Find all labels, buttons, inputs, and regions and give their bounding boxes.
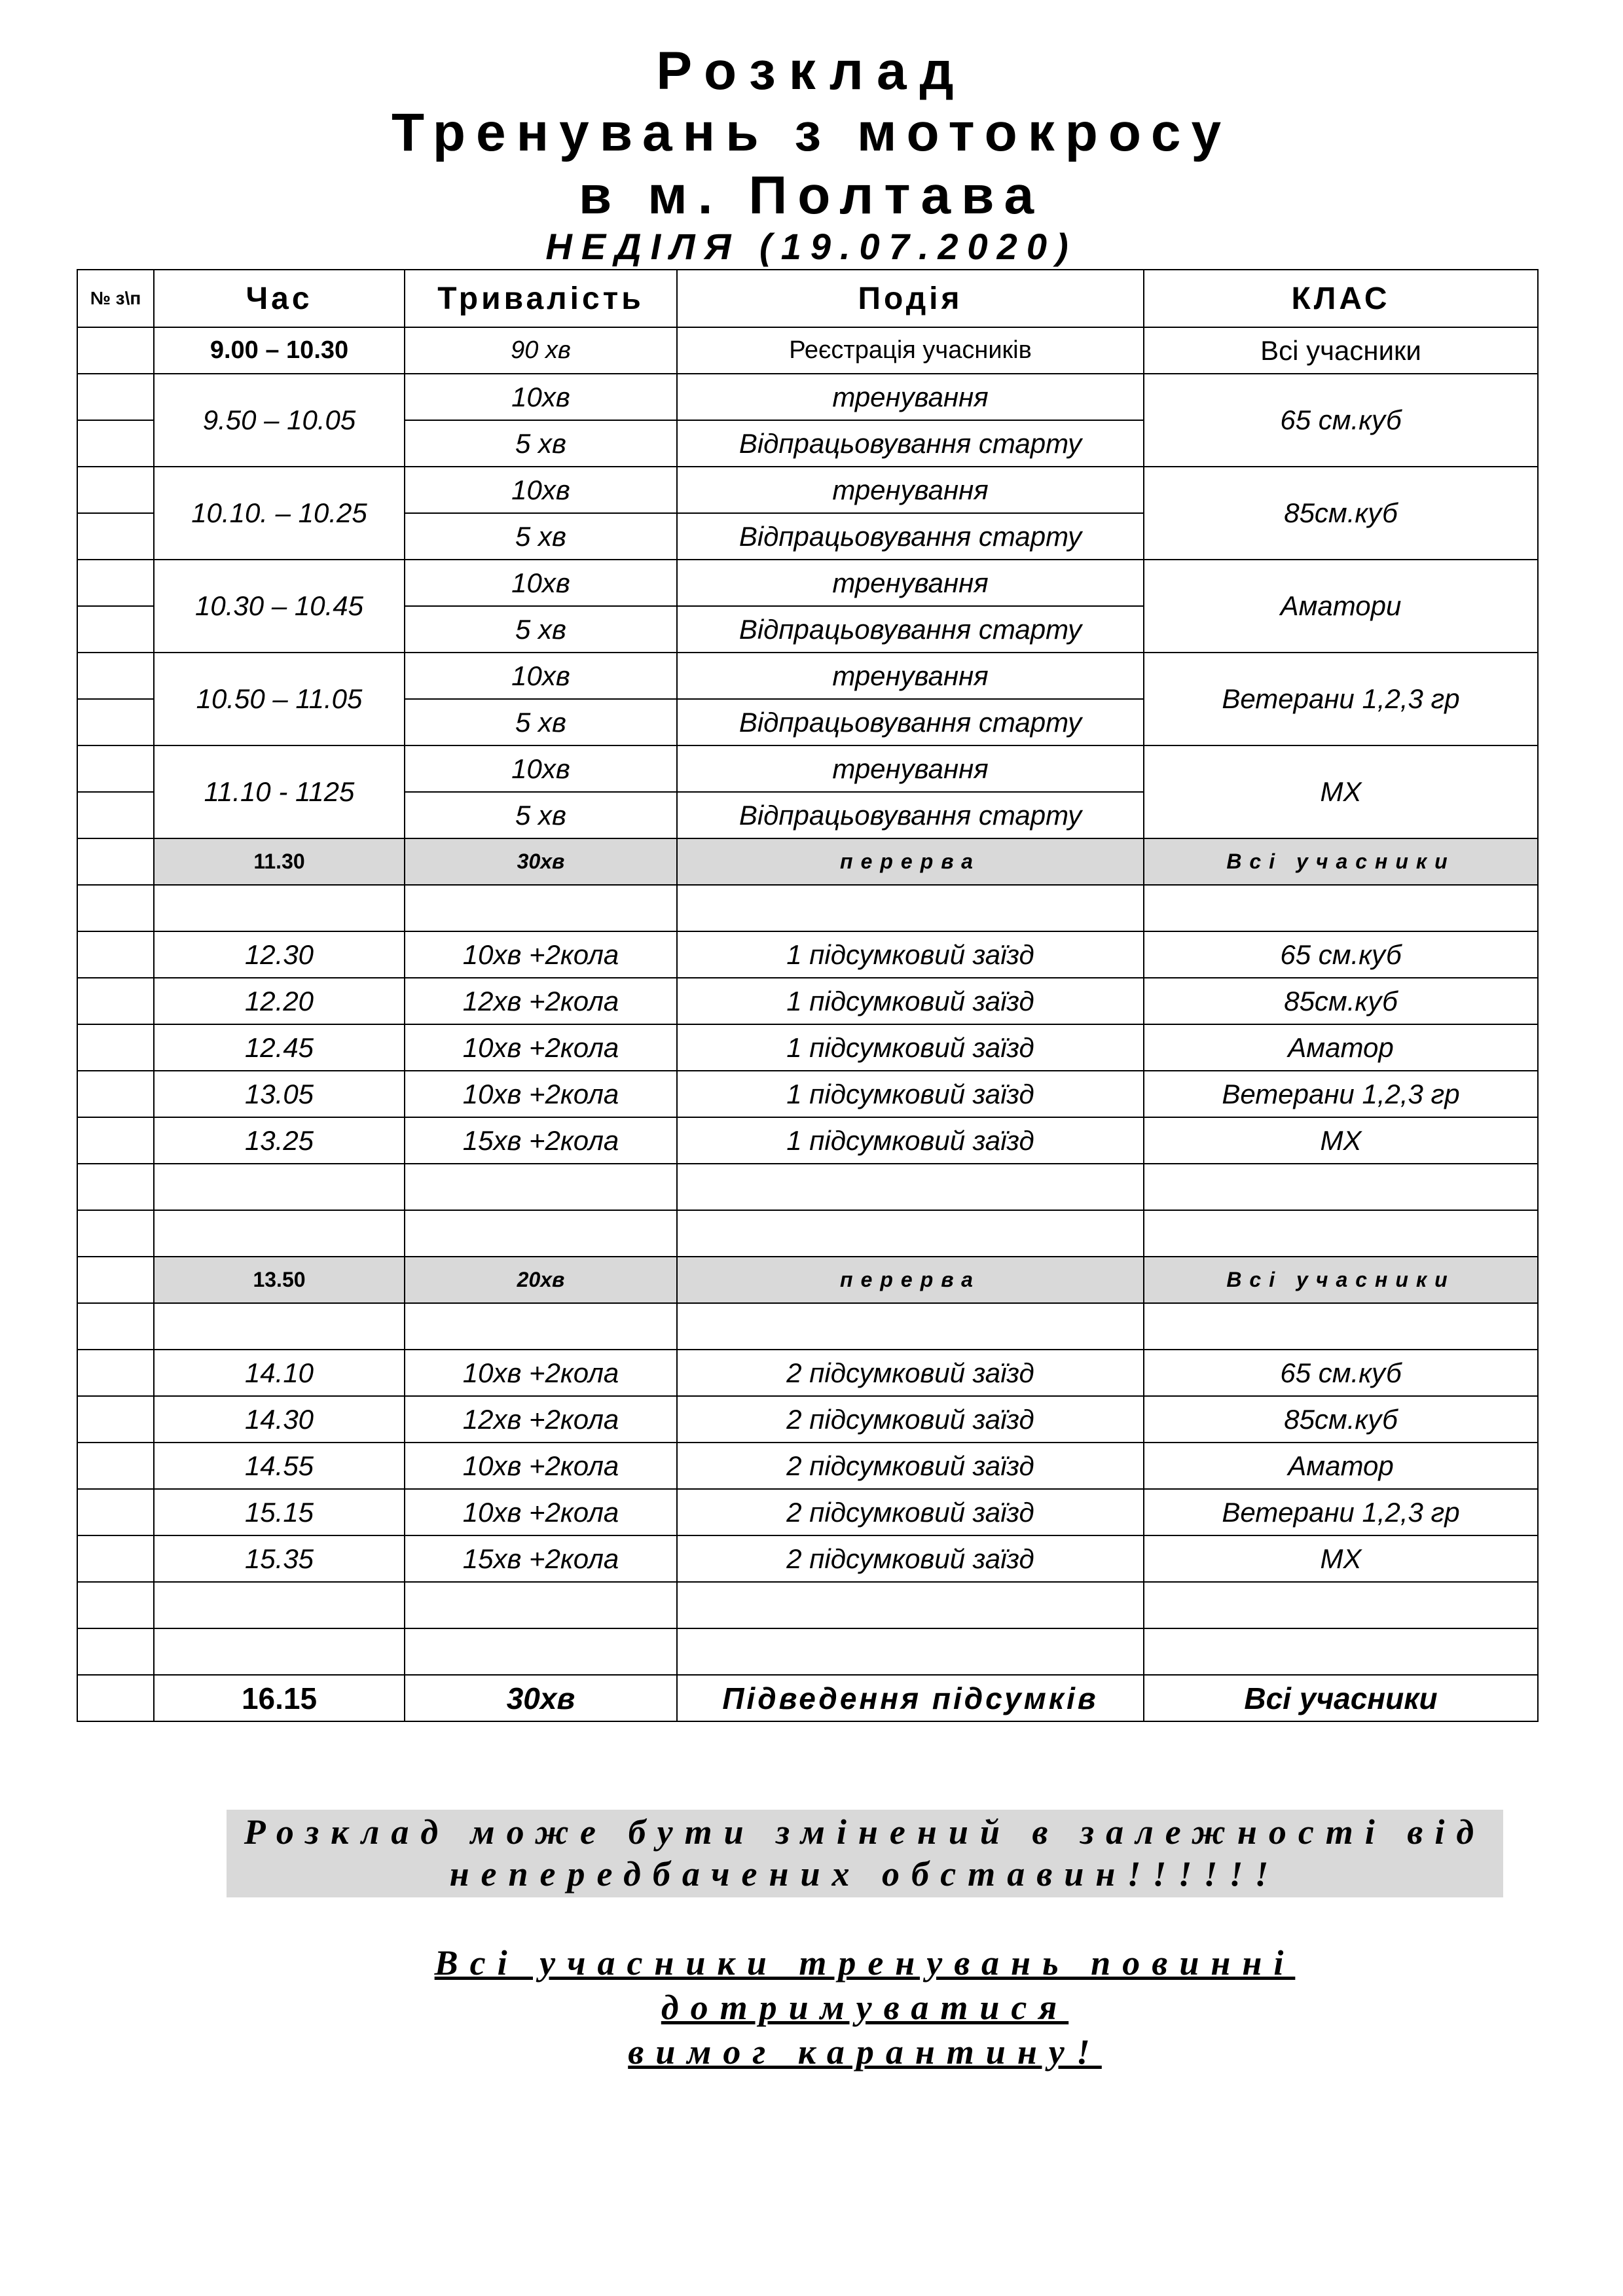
class-cell: 65 см.куб [1144, 374, 1538, 467]
duration-cell: 10хв [405, 745, 677, 792]
event-cell: тренування [677, 745, 1144, 792]
event-cell: 1 підсумковий заїзд [677, 978, 1144, 1024]
duration-cell: 10хв [405, 467, 677, 513]
time-cell: 9.00 – 10.30 [154, 327, 405, 374]
class-cell: Ветерани 1,2,3 гр [1144, 653, 1538, 745]
duration-cell: 10хв [405, 374, 677, 420]
time-cell: 15.35 [154, 1535, 405, 1582]
event-cell: 1 підсумковий заїзд [677, 1071, 1144, 1117]
schedule-table [77, 269, 1539, 1722]
empty-row [77, 1164, 1538, 1210]
num-cell [77, 1117, 154, 1164]
time-cell: 12.20 [154, 978, 405, 1024]
time-cell: 13.05 [154, 1071, 405, 1117]
header-row [77, 270, 1538, 327]
num-cell [77, 1443, 154, 1489]
duration-cell: 5 хв [405, 420, 677, 467]
header-class: КЛАС [1144, 270, 1538, 327]
race-row [77, 1350, 1538, 1396]
duration-cell: 10хв +2кола [405, 1350, 677, 1396]
num-cell [77, 1489, 154, 1535]
event-cell: Відпрацьовування старту [677, 513, 1144, 560]
title-line-1: Розклад [656, 41, 967, 101]
event-cell: Відпрацьовування старту [677, 792, 1144, 838]
time-cell: 9.50 – 10.05 [154, 374, 405, 467]
time-cell: 10.50 – 11.05 [154, 653, 405, 745]
event-cell: 2 підсумковий заїзд [677, 1535, 1144, 1582]
duration-cell: 12хв +2кола [405, 1396, 677, 1443]
event-cell: 1 підсумковий заїзд [677, 1117, 1144, 1164]
registration-row [77, 327, 1538, 374]
event-cell: тренування [677, 467, 1144, 513]
num-cell [77, 1350, 154, 1396]
time-cell: 13.50 [154, 1257, 405, 1303]
event-cell: Відпрацьовування старту [677, 606, 1144, 653]
race-row [77, 1396, 1538, 1443]
notice-line-1: Розклад може бути змінений в залежності від [244, 1812, 1486, 1852]
duration-cell: 10хв [405, 560, 677, 606]
num-cell [77, 1071, 154, 1117]
num-cell [77, 745, 154, 792]
duration-cell: 15хв +2кола [405, 1535, 677, 1582]
duration-cell: 30хв [405, 1675, 677, 1721]
num-cell [77, 1257, 154, 1303]
duration-cell: 15хв +2кола [405, 1117, 677, 1164]
class-cell: Ветерани 1,2,3 гр [1144, 1071, 1538, 1117]
num-cell [77, 1024, 154, 1071]
race-row [77, 931, 1538, 978]
class-cell: 65 см.куб [1144, 931, 1538, 978]
class-cell: 85см.куб [1144, 1396, 1538, 1443]
class-cell: Аматори [1144, 560, 1538, 653]
class-cell: Ветерани 1,2,3 гр [1144, 1489, 1538, 1535]
event-cell: 2 підсумковий заїзд [677, 1489, 1144, 1535]
notice-line-2: непередбачених обставин!!!!!! [449, 1854, 1281, 1893]
empty-row [77, 1628, 1538, 1675]
quarantine-line-1: Всі учасники тренувань повинні дотримуватися [434, 1943, 1296, 2027]
duration-cell: 10хв [405, 653, 677, 699]
training-row [77, 653, 1538, 699]
time-cell: 10.10. – 10.25 [154, 467, 405, 560]
final-row [77, 1675, 1538, 1721]
header-event: Подія [677, 270, 1144, 327]
duration-cell: 10хв +2кола [405, 1489, 677, 1535]
num-cell [77, 606, 154, 653]
num-cell [77, 653, 154, 699]
race-row [77, 1117, 1538, 1164]
title-line-2: Тренувань з мотокросу [391, 103, 1232, 162]
duration-cell: 5 хв [405, 699, 677, 745]
time-cell: 12.45 [154, 1024, 405, 1071]
event-cell: 2 підсумковий заїзд [677, 1396, 1144, 1443]
training-row [77, 374, 1538, 420]
race-row [77, 1443, 1538, 1489]
race-row [77, 1489, 1538, 1535]
event-cell: перерва [677, 838, 1144, 885]
time-cell: 10.30 – 10.45 [154, 560, 405, 653]
num-cell [77, 792, 154, 838]
event-cell: 2 підсумковий заїзд [677, 1443, 1144, 1489]
duration-cell: 90 хв [405, 327, 677, 374]
event-cell: тренування [677, 653, 1144, 699]
break-row [77, 1257, 1538, 1303]
quarantine-line-2: вимог карантину! [628, 2032, 1102, 2072]
num-cell [77, 327, 154, 374]
class-cell: Всі учасники [1144, 327, 1538, 374]
class-cell: Всі учасники [1144, 1675, 1538, 1721]
event-cell: 1 підсумковий заїзд [677, 931, 1144, 978]
race-row [77, 1071, 1538, 1117]
title-date: НЕДІЛЯ (19.07.2020) [545, 226, 1078, 267]
class-cell: 65 см.куб [1144, 1350, 1538, 1396]
time-cell: 11.30 [154, 838, 405, 885]
training-row [77, 467, 1538, 513]
empty-row [77, 1303, 1538, 1350]
time-cell: 14.55 [154, 1443, 405, 1489]
event-cell: перерва [677, 1257, 1144, 1303]
num-cell [77, 1675, 154, 1721]
time-cell: 13.25 [154, 1117, 405, 1164]
class-cell: Аматор [1144, 1443, 1538, 1489]
num-cell [77, 931, 154, 978]
class-cell: 85см.куб [1144, 467, 1538, 560]
time-cell: 14.30 [154, 1396, 405, 1443]
event-cell: 1 підсумковий заїзд [677, 1024, 1144, 1071]
event-cell: Відпрацьовування старту [677, 420, 1144, 467]
training-row [77, 745, 1538, 792]
duration-cell: 20хв [405, 1257, 677, 1303]
class-cell: Аматор [1144, 1024, 1538, 1071]
empty-row [77, 885, 1538, 931]
header-duration: Тривалість [405, 270, 677, 327]
event-cell: Реєстрація учасників [677, 327, 1144, 374]
training-row [77, 560, 1538, 606]
header-num: № з\п [77, 270, 154, 327]
num-cell [77, 1396, 154, 1443]
duration-cell: 10хв +2кола [405, 1071, 677, 1117]
num-cell [77, 513, 154, 560]
time-cell: 16.15 [154, 1675, 405, 1721]
time-cell: 11.10 - 1125 [154, 745, 405, 838]
class-cell: 85см.куб [1144, 978, 1538, 1024]
event-cell: Відпрацьовування старту [677, 699, 1144, 745]
num-cell [77, 560, 154, 606]
num-cell [77, 467, 154, 513]
race-row [77, 1024, 1538, 1071]
break-row [77, 838, 1538, 885]
title-line-3: в м. Полтава [578, 166, 1045, 225]
time-cell: 15.15 [154, 1489, 405, 1535]
event-cell: 2 підсумковий заїзд [677, 1350, 1144, 1396]
time-cell: 12.30 [154, 931, 405, 978]
class-cell: MX [1144, 1117, 1538, 1164]
race-row [77, 1535, 1538, 1582]
class-cell: MX [1144, 745, 1538, 838]
event-cell: тренування [677, 560, 1144, 606]
time-cell: 14.10 [154, 1350, 405, 1396]
duration-cell: 5 хв [405, 606, 677, 653]
header-time: Час [154, 270, 405, 327]
duration-cell: 5 хв [405, 792, 677, 838]
empty-row [77, 1210, 1538, 1257]
num-cell [77, 838, 154, 885]
num-cell [77, 699, 154, 745]
duration-cell: 12хв +2кола [405, 978, 677, 1024]
event-cell: Підведення підсумків [677, 1675, 1144, 1721]
empty-row [77, 1582, 1538, 1628]
duration-cell: 10хв +2кола [405, 1024, 677, 1071]
class-cell: MX [1144, 1535, 1538, 1582]
duration-cell: 10хв +2кола [405, 931, 677, 978]
class-cell: Всі учасники [1144, 838, 1538, 885]
event-cell: тренування [677, 374, 1144, 420]
duration-cell: 5 хв [405, 513, 677, 560]
race-row [77, 978, 1538, 1024]
num-cell [77, 978, 154, 1024]
quarantine-notice [227, 1941, 1503, 2074]
class-cell: Всі учасники [1144, 1257, 1538, 1303]
num-cell [77, 374, 154, 420]
num-cell [77, 420, 154, 467]
schedule-change-notice [227, 1810, 1503, 1897]
num-cell [77, 1535, 154, 1582]
duration-cell: 30хв [405, 838, 677, 885]
duration-cell: 10хв +2кола [405, 1443, 677, 1489]
